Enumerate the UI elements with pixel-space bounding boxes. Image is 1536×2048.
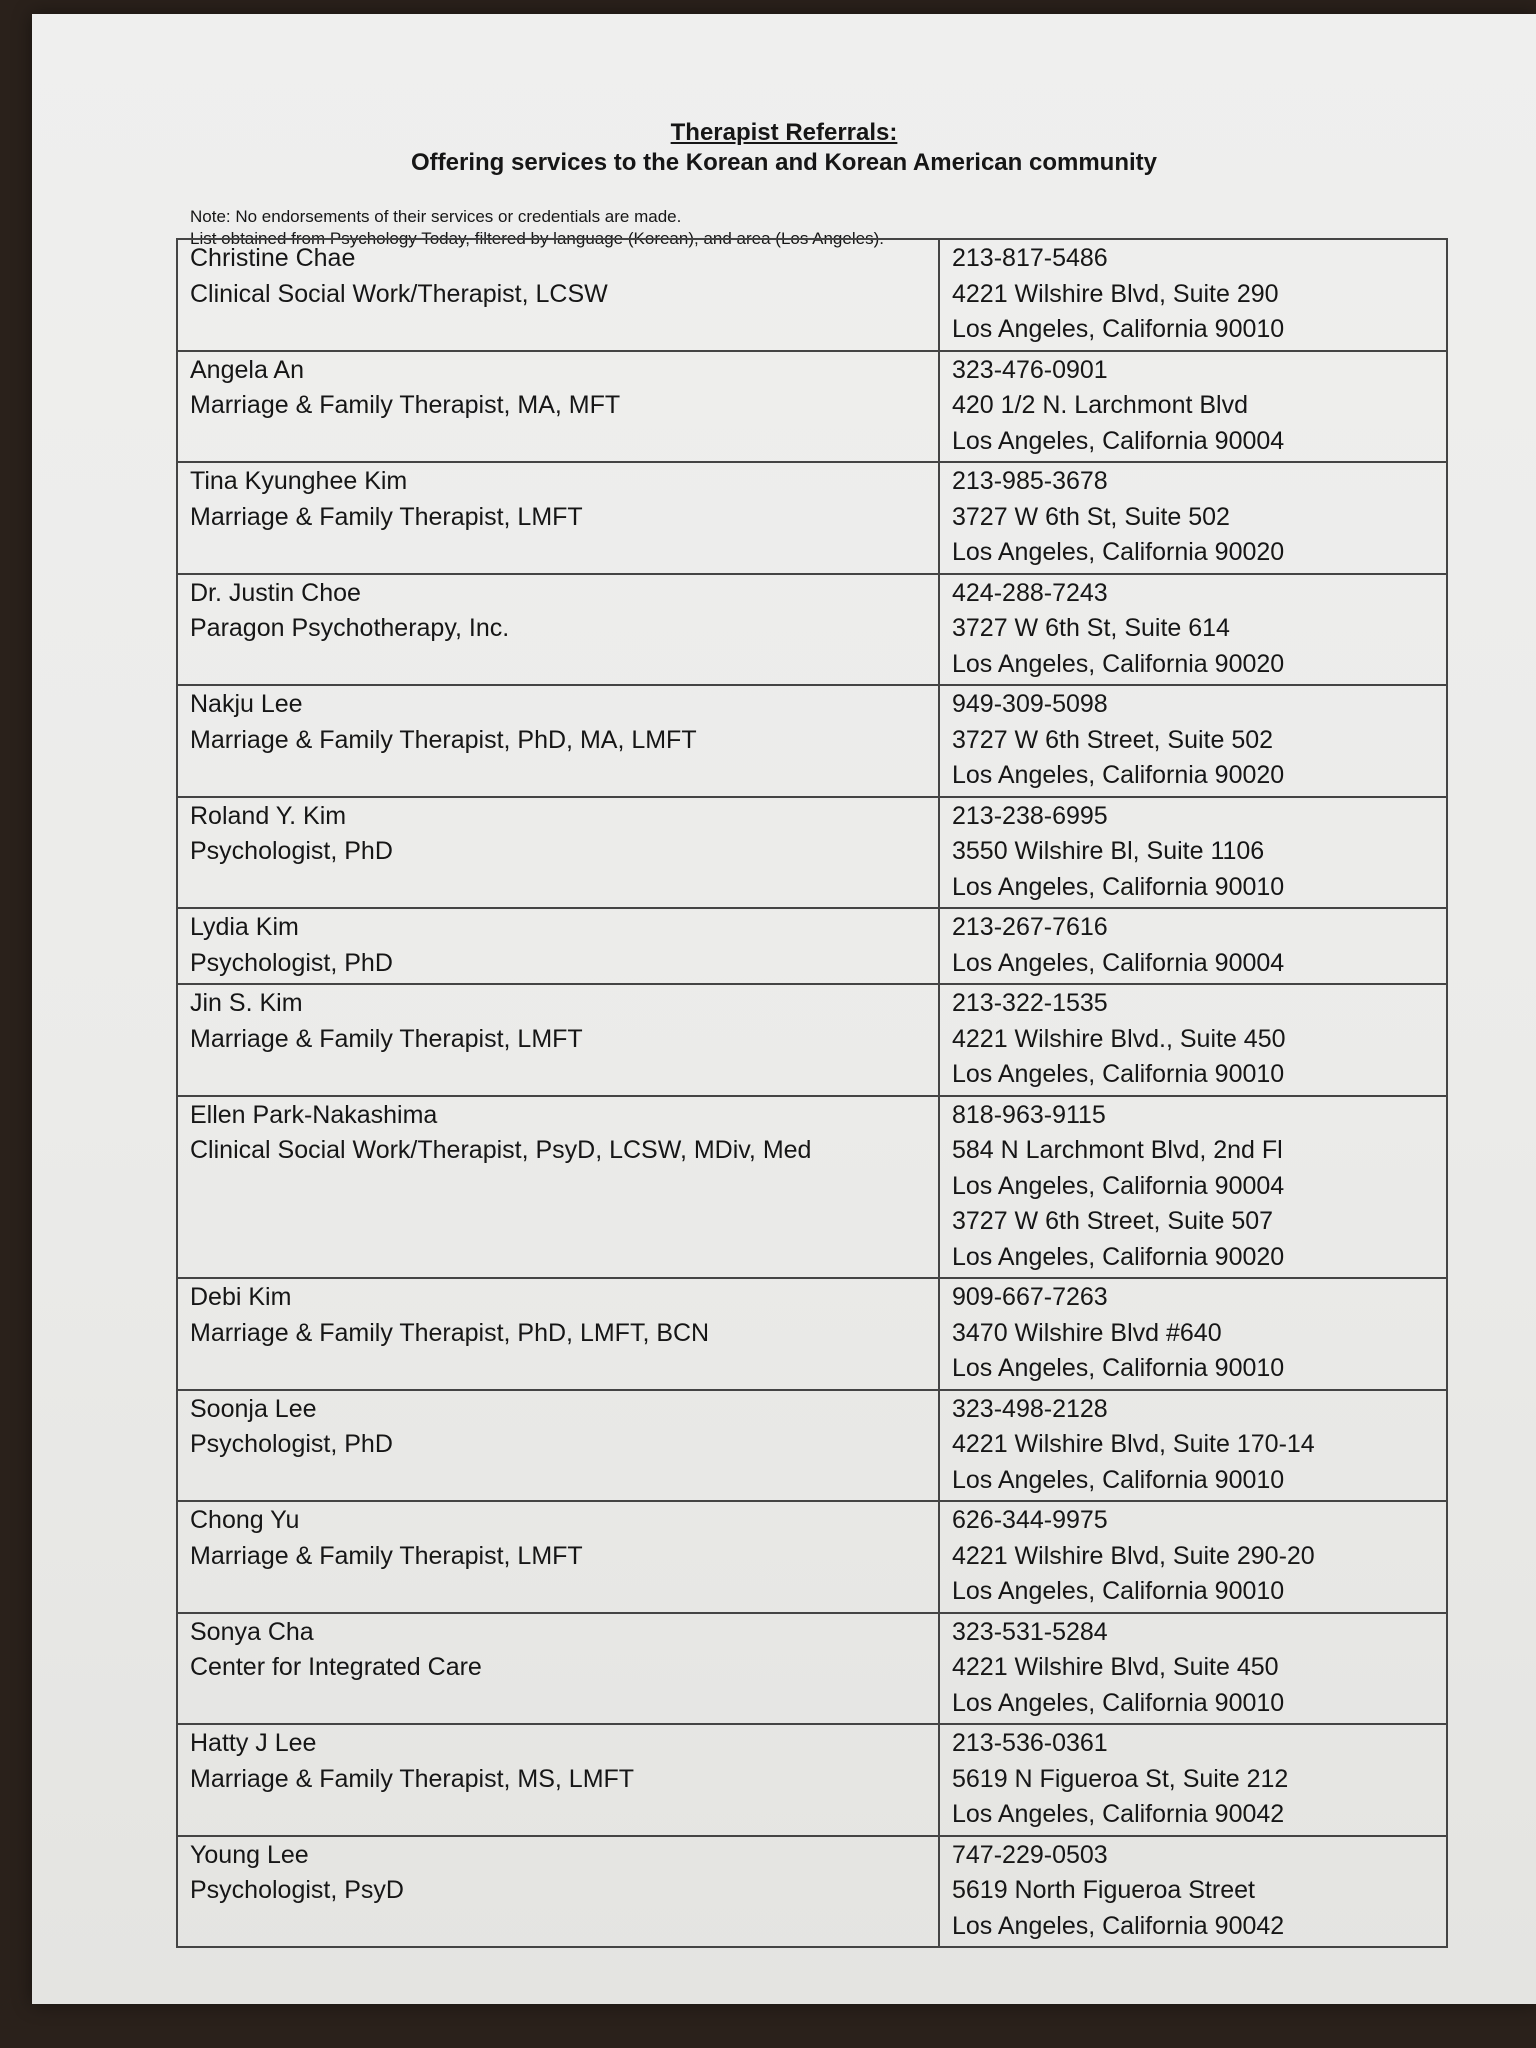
address-line: Los Angeles, California 90010: [952, 1060, 1285, 1088]
address-line: Los Angeles, California 90004: [952, 1171, 1285, 1200]
address-line: 3470 Wilshire Blvd #640: [952, 1318, 1222, 1347]
contact-info-cell: [939, 908, 1447, 984]
phone-number: 213-322-1535: [952, 989, 1108, 1017]
phone-number: 424-288-7243: [952, 578, 1108, 607]
phone-number: 213-536-0361: [952, 1729, 1108, 1757]
contact-info-cell: [939, 1836, 1447, 1948]
address-line: 4221 Wilshire Blvd, Suite 290-20: [952, 1541, 1315, 1570]
therapist-info-cell: [177, 351, 939, 463]
contact-info-cell: [939, 685, 1447, 797]
phone-number: 323-531-5284: [952, 1617, 1108, 1646]
phone-number: 213-985-3678: [952, 467, 1108, 495]
therapist-info-cell: [177, 984, 939, 1096]
therapist-name: Hatty J Lee: [190, 1729, 317, 1757]
address-line: 3727 W 6th Street, Suite 502: [952, 725, 1274, 754]
therapist-name: Sonya Cha: [190, 1617, 314, 1646]
therapist-credentials: Clinical Social Work/Therapist, LCSW: [190, 279, 608, 308]
address-line: 5619 N Figueroa St, Suite 212: [952, 1764, 1289, 1793]
therapist-credentials: Marriage & Family Therapist, LMFT: [190, 502, 583, 531]
therapist-name: Lydia Kim: [190, 913, 299, 941]
therapist-credentials: Psychologist, PhD: [190, 1430, 393, 1458]
contact-info-cell: [939, 351, 1447, 463]
therapist-credentials: Marriage & Family Therapist, PhD, LMFT, BCN: [190, 1318, 710, 1347]
address-line: 5619 North Figueroa Street: [952, 1876, 1255, 1904]
address-line: Los Angeles, California 90010: [952, 1465, 1285, 1494]
note-line: List obtained from Psychology Today, filtered by language (Korean), and area (Los Angeles).: [190, 229, 884, 248]
therapist-credentials: Marriage & Family Therapist, MS, LMFT: [190, 1764, 635, 1793]
address-line: Los Angeles, California 90020: [952, 649, 1285, 678]
therapist-credentials: Center for Integrated Care: [190, 1653, 482, 1681]
phone-number: 747-229-0503: [952, 1840, 1108, 1869]
contact-info-cell: [939, 1096, 1447, 1279]
table-row: [177, 1836, 1447, 1948]
address-line: Los Angeles, California 90042: [952, 1800, 1285, 1828]
therapist-credentials: Marriage & Family Therapist, PhD, MA, LMFT: [190, 725, 697, 754]
document-title: Therapist Referrals:: [670, 119, 898, 146]
contact-info-cell: [939, 574, 1447, 686]
phone-number: 213-267-7616: [952, 913, 1108, 941]
document-subtitle: Offering services to the Korean and Korean American community: [411, 149, 1157, 176]
therapist-info-cell: [177, 908, 939, 984]
phone-number: 323-476-0901: [952, 355, 1108, 384]
therapist-info-cell: [177, 1724, 939, 1836]
phone-number: 949-309-5098: [952, 690, 1108, 718]
table-row: [177, 797, 1447, 909]
phone-number: 626-344-9975: [952, 1506, 1108, 1534]
contact-info-cell: [939, 797, 1447, 909]
address-line: Los Angeles, California 90020: [952, 1242, 1285, 1271]
table-row: [177, 1501, 1447, 1613]
phone-number: 323-498-2128: [952, 1394, 1108, 1423]
contact-info-cell: [939, 239, 1447, 351]
table-row: [177, 239, 1447, 351]
table-row: [177, 1613, 1447, 1725]
contact-info-cell: [939, 1724, 1447, 1836]
address-line: 4221 Wilshire Blvd, Suite 170-14: [952, 1430, 1315, 1458]
therapist-info-cell: [177, 1613, 939, 1725]
address-line: 584 N Larchmont Blvd, 2nd Fl: [952, 1136, 1283, 1164]
address-line: 3727 W 6th Street, Suite 507: [952, 1207, 1274, 1235]
address-line: 420 1/2 N. Larchmont Blvd: [952, 391, 1248, 419]
therapist-name: Young Lee: [190, 1840, 309, 1869]
address-line: Los Angeles, California 90020: [952, 761, 1285, 789]
therapist-credentials: Psychologist, PhD: [190, 837, 393, 865]
table-row: [177, 462, 1447, 574]
address-line: Los Angeles, California 90020: [952, 538, 1285, 566]
referral-table: [176, 238, 1448, 1948]
phone-number: 909-667-7263: [952, 1283, 1108, 1311]
table-row: [177, 1724, 1447, 1836]
table-row: [177, 685, 1447, 797]
document-page: [32, 14, 1536, 2004]
note-line: Note: No endorsements of their services or credentials are made.: [190, 207, 682, 226]
address-line: 3550 Wilshire Bl, Suite 1106: [952, 837, 1265, 865]
therapist-info-cell: [177, 1501, 939, 1613]
therapist-info-cell: [177, 239, 939, 351]
therapist-credentials: Marriage & Family Therapist, MA, MFT: [190, 391, 621, 419]
therapist-info-cell: [177, 1278, 939, 1390]
contact-info-cell: [939, 1501, 1447, 1613]
address-line: 3727 W 6th St, Suite 614: [952, 614, 1230, 642]
table-row: [177, 351, 1447, 463]
therapist-name: Dr. Justin Choe: [190, 578, 361, 607]
address-line: Los Angeles, California 90010: [952, 1577, 1285, 1605]
therapist-name: Jin S. Kim: [190, 989, 303, 1017]
address-line: 4221 Wilshire Blvd., Suite 450: [952, 1024, 1286, 1053]
therapist-credentials: Psychologist, PsyD: [190, 1876, 404, 1904]
contact-info-cell: [939, 984, 1447, 1096]
address-line: Los Angeles, California 90010: [952, 1688, 1285, 1717]
therapist-info-cell: [177, 1836, 939, 1948]
therapist-info-cell: [177, 1390, 939, 1502]
therapist-info-cell: [177, 1096, 939, 1279]
address-line: Los Angeles, California 90010: [952, 1354, 1285, 1382]
table-row: [177, 574, 1447, 686]
therapist-credentials: Paragon Psychotherapy, Inc.: [190, 614, 510, 642]
therapist-name: Roland Y. Kim: [190, 801, 347, 830]
therapist-info-cell: [177, 462, 939, 574]
therapist-name: Christine Chae: [190, 244, 356, 272]
therapist-name: Debi Kim: [190, 1283, 292, 1311]
phone-number: 818-963-9115: [952, 1100, 1106, 1129]
therapist-name: Tina Kyunghee Kim: [190, 467, 408, 495]
address-line: Los Angeles, California 90010: [952, 872, 1285, 901]
therapist-name: Chong Yu: [190, 1506, 300, 1534]
contact-info-cell: [939, 462, 1447, 574]
address-line: Los Angeles, California 90004: [952, 948, 1285, 977]
therapist-credentials: Clinical Social Work/Therapist, PsyD, LCSW, MDiv, Med: [190, 1136, 812, 1164]
therapist-credentials: Marriage & Family Therapist, LMFT: [190, 1024, 583, 1053]
therapist-credentials: Psychologist, PhD: [190, 948, 393, 977]
therapist-info-cell: [177, 685, 939, 797]
address-line: 4221 Wilshire Blvd, Suite 290: [952, 279, 1279, 308]
therapist-name: Ellen Park-Nakashima: [190, 1100, 438, 1129]
referral-table-body: [177, 239, 1447, 1947]
table-row: [177, 1278, 1447, 1390]
therapist-info-cell: [177, 797, 939, 909]
therapist-name: Nakju Lee: [190, 690, 303, 718]
table-row: [177, 908, 1447, 984]
therapist-info-cell: [177, 574, 939, 686]
contact-info-cell: [939, 1278, 1447, 1390]
phone-number: 213-817-5486: [952, 244, 1108, 272]
address-line: Los Angeles, California 90010: [952, 315, 1285, 343]
therapist-credentials: Marriage & Family Therapist, LMFT: [190, 1541, 583, 1570]
table-row: [177, 1096, 1447, 1279]
address-line: Los Angeles, California 90042: [952, 1911, 1285, 1940]
address-line: 4221 Wilshire Blvd, Suite 450: [952, 1653, 1279, 1681]
table-row: [177, 1390, 1447, 1502]
address-line: Los Angeles, California 90004: [952, 426, 1285, 455]
document-header: [32, 118, 1536, 178]
phone-number: 213-238-6995: [952, 801, 1108, 830]
address-line: 3727 W 6th St, Suite 502: [952, 502, 1230, 531]
therapist-name: Soonja Lee: [190, 1394, 317, 1423]
table-row: [177, 984, 1447, 1096]
contact-info-cell: [939, 1390, 1447, 1502]
therapist-name: Angela An: [190, 355, 304, 384]
contact-info-cell: [939, 1613, 1447, 1725]
